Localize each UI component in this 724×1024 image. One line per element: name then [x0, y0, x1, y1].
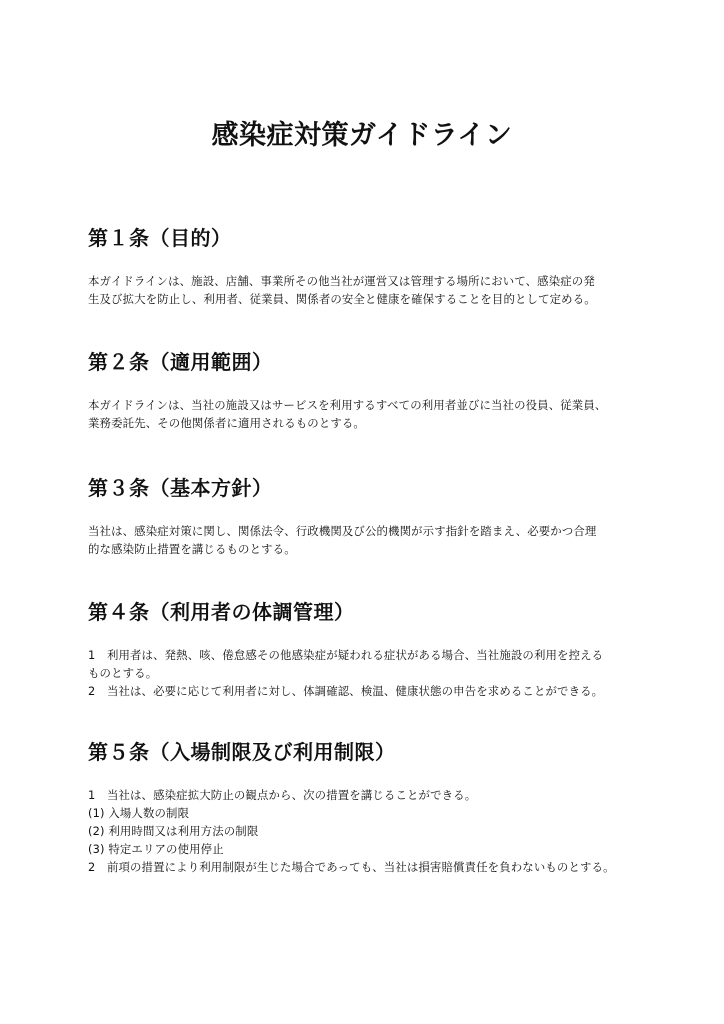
article-body: [88, 396, 648, 432]
article-heading: 第２条（適用範囲）: [88, 350, 273, 374]
article-2: [88, 348, 648, 432]
article-3: [88, 474, 648, 558]
article-line: 生及び拡大を防止し、利用者、従業員、関係者の安全と健康を確保することを目的として定める。: [88, 292, 596, 306]
article-line: (1) 入場人数の制限: [88, 806, 190, 820]
article-4: [88, 598, 648, 700]
article-heading: 第５条（入場制限及び利用制限）: [88, 740, 396, 764]
article-line: 業務委託先、その他関係者に適用されるものとする。: [88, 416, 365, 430]
article-line: (2) 利用時間又は利用方法の制限: [88, 824, 259, 838]
article-heading: 第４条（利用者の体調管理）: [88, 600, 355, 624]
article-line: 本ガイドラインは、当社の施設又はサービスを利用するすべての利用者並びに当社の役員、従業員、: [88, 398, 607, 412]
article-5: [88, 738, 648, 876]
article-line: (3) 特定エリアの使用停止: [88, 842, 224, 856]
article-line: 当社は、感染症対策に関し、関係法令、行政機関及び公的機関が示す指針を踏まえ、必要かつ合理: [88, 524, 597, 538]
article-body: [88, 786, 648, 876]
document-title: 感染症対策ガイドライン: [211, 120, 513, 151]
article-body: [88, 646, 648, 700]
article-body: [88, 522, 648, 558]
article-1: [88, 224, 648, 308]
article-heading: 第３条（基本方針）: [88, 476, 273, 500]
article-line: 2 前項の措置により利用制限が生じた場合であっても、当社は損害賠償責任を負わないものとする。: [88, 860, 615, 874]
article-line: ものとする。: [88, 666, 158, 680]
article-heading: 第１条（目的）: [88, 226, 232, 250]
article-body: [88, 272, 648, 308]
article-line: 1 当社は、感染症拡大防止の観点から、次の措置を講じることができる。: [88, 788, 477, 802]
article-line: 本ガイドラインは、施設、店舗、事業所その他当社が運営又は管理する場所において、感染症の発: [88, 274, 595, 288]
article-line: 2 当社は、必要に応じて利用者に対し、体調確認、検温、健康状態の申告を求めることができる。: [88, 684, 604, 698]
article-line: 1 利用者は、発熱、咳、倦怠感その他感染症が疑われる症状がある場合、当社施設の利用を控える: [88, 648, 604, 662]
article-line: 的な感染防止措置を講じるものとする。: [88, 542, 296, 556]
